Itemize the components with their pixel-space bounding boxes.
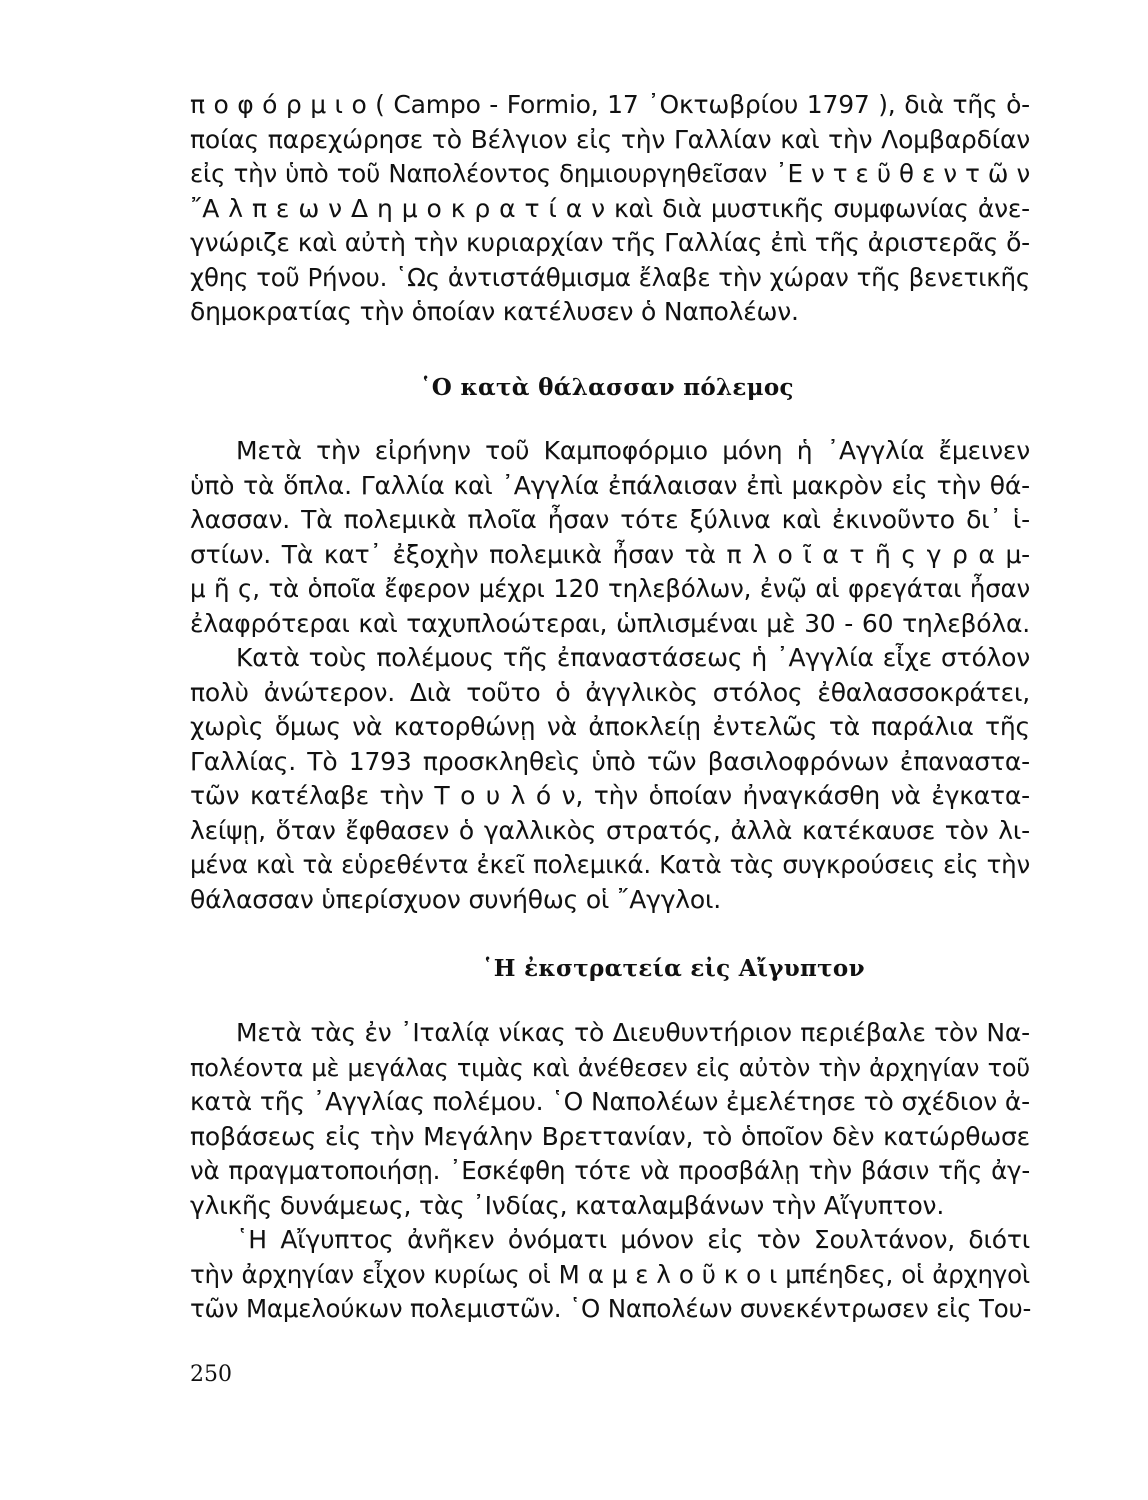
paragraph-naval-war xyxy=(190,434,1030,917)
text-line: π ο φ ό ρ μ ι ο ( Campo - Formio, 17 ᾿Οκτωβρίου 1797 ), διὰ τῆς ὁ- xyxy=(190,90,1030,119)
text-line: πολὺ ἀνώτερον. Διὰ τοῦτο ὁ ἀγγλικὸς στόλος ἐθαλασσοκράτει, xyxy=(190,677,1030,707)
text-line: μ ῆ ς, τὰ ὁποῖα ἔφερον μέχρι 120 τηλεβόλων, ἐνῷ αἱ φρεγάται ἦσαν xyxy=(190,574,1030,603)
text-line: κατὰ τῆς ᾿Αγγλίας πολέμου. ῾Ο Ναπολέων ἐμελέτησε τὸ σχέδιον ἀ- xyxy=(190,1087,1030,1116)
paragraph-egypt-campaign xyxy=(190,1016,1030,1327)
paragraph-campo-formio xyxy=(190,88,1030,330)
text-line: Κατὰ τοὺς πολέμους τῆς ἐπαναστάσεως ἡ ᾿Αγγλία εἶχε στόλον xyxy=(236,643,1030,672)
text-line: ἐλαφρότεραι καὶ ταχυπλοώτεραι, ὡπλισμέναι μὲ 30 - 60 τηλεβόλα. xyxy=(190,608,1030,638)
text-line: τὴν ἀρχηγίαν εἶχον κυρίως οἱ Μ α μ ε λ ο ῦ κ ο ι μπέηδες, οἱ ἀρχηγοὶ xyxy=(190,1259,1030,1289)
text-line: λασσαν. Τὰ πολεμικὰ πλοῖα ἦσαν τότε ξύλινα καὶ ἐκινοῦντο δι᾿ ἱ- xyxy=(190,505,1030,534)
page-number: 250 xyxy=(190,1362,232,1387)
text-line: ποβάσεως εἰς τὴν Μεγάλην Βρεττανίαν, τὸ ὁποῖον δὲν κατώρθωσε xyxy=(190,1121,1030,1151)
text-line: χωρὶς ὅμως νὰ κατορθώνῃ νὰ ἀποκλείῃ ἐντελῶς τὰ παράλια τῆς xyxy=(190,712,1030,741)
text-line: δημοκρατίας τὴν ὁποίαν κατέλυσεν ὁ Ναπολέων. xyxy=(190,297,799,326)
text-line: στίων. Τὰ κατ᾿ ἐξοχὴν πολεμικὰ ἦσαν τὰ π λ ο ῖ α τ ῆ ς γ ρ α μ- xyxy=(190,539,1030,569)
text-line: τῶν κατέλαβε τὴν Τ ο υ λ ό ν, τὴν ὁποίαν ἠναγκάσθη νὰ ἐγκατα- xyxy=(190,781,1030,810)
text-line: ῾Η Αἴγυπτος ἀνῆκεν ὀνόματι μόνον εἰς τὸν Σουλτάνον, διότι xyxy=(236,1225,1030,1254)
text-line: Μετὰ τὴν εἰρήνην τοῦ Καμποφόρμιο μόνη ἡ ᾿Αγγλία ἔμεινεν xyxy=(236,436,1030,465)
text-line: Μετὰ τὰς ἐν ᾿Ιταλίᾳ νίκας τὸ Διευθυντήριον περιέβαλε τὸν Να- xyxy=(236,1018,1030,1047)
text-line: Γαλλίας. Τὸ 1793 προσκληθεὶς ὑπὸ τῶν βασιλοφρόνων ἐπαναστα- xyxy=(190,746,1030,776)
text-line: νὰ πραγματοποιήσῃ. ᾿Εσκέφθη τότε νὰ προσβάλῃ τὴν βάσιν τῆς ἀγ- xyxy=(190,1156,1030,1185)
section-heading-egypt-campaign: ῾Η ἐκστρατεία εἰς Αἴγυπτον xyxy=(482,955,865,982)
text-line: εἰς τὴν ὑπὸ τοῦ Ναπολέοντος δημιουργηθεῖσαν ᾿Ε ν τ ε ῦ θ ε ν τ ῶ ν xyxy=(190,159,1030,188)
text-line: γνώριζε καὶ αὐτὴ τὴν κυριαρχίαν τῆς Γαλλίας ἐπὶ τῆς ἀριστερᾶς ὄ- xyxy=(190,228,1030,257)
text-line: θάλασσαν ὑπερίσχυον συνήθως οἱ ῎Αγγλοι. xyxy=(190,884,722,914)
text-line: ῎Α λ π ε ω ν Δ η μ ο κ ρ α τ ί α ν καὶ διὰ μυστικῆς συμφωνίας ἀνε- xyxy=(190,193,1030,223)
text-line: χθης τοῦ Ρήνου. ῾Ως ἀντιστάθμισμα ἔλαβε τὴν χώραν τῆς βενετικῆς xyxy=(190,262,1030,292)
text-line: λείψῃ, ὅταν ἔφθασεν ὁ γαλλικὸς στρατός, ἀλλὰ κατέκαυσε τὸν λι- xyxy=(190,815,1030,845)
text-line: μένα καὶ τὰ εὑρεθέντα ἐκεῖ πολεμικά. Κατὰ τὰς συγκρούσεις εἰς τὴν xyxy=(190,850,1030,879)
text-line: πολέοντα μὲ μεγάλας τιμὰς καὶ ἀνέθεσεν εἰς αὐτὸν τὴν ἀρχηγίαν τοῦ xyxy=(190,1053,1030,1082)
text-line: ὑπὸ τὰ ὅπλα. Γαλλία καὶ ᾿Αγγλία ἐπάλαισαν ἐπὶ μακρὸν εἰς τὴν θά- xyxy=(190,470,1030,500)
text-line: ποίας παρεχώρησε τὸ Βέλγιον εἰς τὴν Γαλλίαν καὶ τὴν Λομβαρδίαν xyxy=(190,124,1030,154)
section-heading-naval-war: ῾Ο κατὰ θάλασσαν πόλεμος xyxy=(420,374,794,401)
text-line: γλικῆς δυνάμεως, τὰς ᾿Ινδίας, καταλαμβάνων τὴν Αἴγυπτον. xyxy=(190,1190,945,1220)
text-line: τῶν Μαμελούκων πολεμιστῶν. ῾Ο Ναπολέων συνεκέντρωσεν εἰς Του- xyxy=(190,1294,1032,1323)
